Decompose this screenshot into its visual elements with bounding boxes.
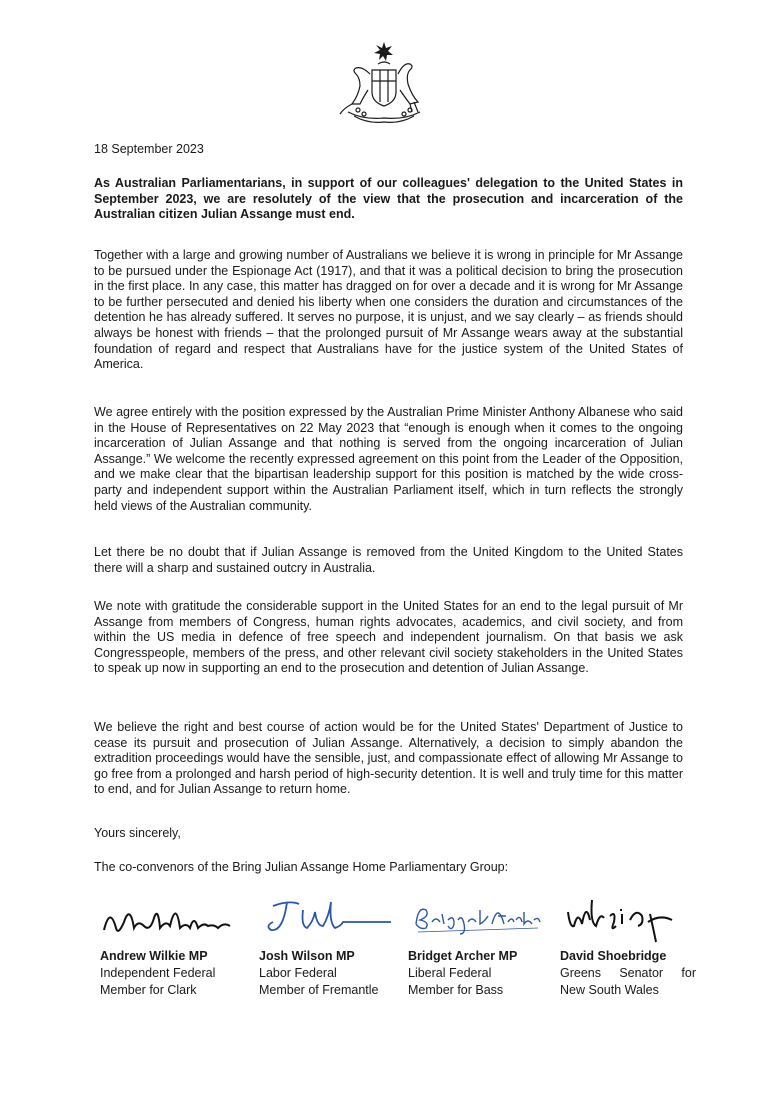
- signatory-electorate: Member for Clark: [100, 983, 197, 997]
- signatory-role: Independent Federal: [100, 966, 216, 980]
- for-word: for: [681, 966, 696, 980]
- star-icon: [374, 42, 393, 61]
- closing: Yours sincerely,: [94, 826, 181, 840]
- signature-archer: [408, 892, 548, 944]
- paragraph-5: We believe the right and best course of action would be for the United States' Department of Justice to cease its pursuit and prosecution of Julian Assange. Alternatively, a decision to simply abandon the extradition proceedings would have the sensible, just, and compassionate effect of allowing Mr Assange to go free from a prolonged and harsh period of high-security detention. It is well and truly time for this matter to end, and for Julian Assange to return home.: [94, 720, 683, 797]
- signature-shoebridge: [560, 892, 690, 944]
- emu-icon: [398, 64, 418, 104]
- signatory-role: Labor Federal: [259, 966, 337, 980]
- kangaroo-icon: [352, 68, 370, 104]
- signatory-electorate: Member for Bass: [408, 983, 504, 997]
- coat-of-arms-crest: [334, 40, 434, 126]
- paragraph-3: Let there be no doubt that if Julian Assange is removed from the United Kingdom to the United States there will a sharp and sustained outcry in Australia.: [94, 545, 683, 575]
- signatory-name: Andrew Wilkie MP: [100, 949, 208, 963]
- signature-wilkie: [100, 892, 240, 944]
- signatory-wilson: [259, 892, 404, 999]
- signatory-role: Liberal Federal: [408, 966, 492, 980]
- party-word: Greens: [560, 966, 601, 980]
- signature-wilson: [259, 892, 399, 944]
- conveners-line: The co-convenors of the Bring Julian Assange Home Parliamentary Group:: [94, 860, 509, 874]
- signatory-electorate: New South Wales: [560, 983, 659, 997]
- signatory-name: Josh Wilson MP: [259, 949, 355, 963]
- signatory-archer: [408, 892, 553, 999]
- signatory-name: David Shoebridge: [560, 949, 667, 963]
- intro-statement: As Australian Parliamentarians, in support of our colleagues' delegation to the United States in September 2023, we are resolutely of the view that the prosecution and incarceration of the Australian citizen Julian Assange must end.: [94, 176, 683, 222]
- shield-icon: [372, 70, 396, 106]
- paragraph-4: We note with gratitude the considerable support in the United States for an end to the legal pursuit of Mr Assange from members of Congress, human rights advocates, academics, and civil society, and from within the US media in defence of free speech and independent journalism. On that basis we ask Congresspeople, members of the press, and other relevant civil society stakeholders in the United States to speak up now in supporting an end to the prosecution and detention of Julian Assange.: [94, 599, 683, 676]
- signatory-name: Bridget Archer MP: [408, 949, 518, 963]
- letter-date: 18 September 2023: [94, 142, 204, 156]
- signatory-electorate: Member of Fremantle: [259, 983, 379, 997]
- signatory-wilkie: [100, 892, 250, 999]
- paragraph-1: Together with a large and growing number of Australians we believe it is wrong in principle for Mr Assange to be pursued under the Espionage Act (1917), and that it was a political decision to bring the prosecution in the first place. In any case, this matter has dragged on for over a decade and it is wrong for Mr Assange to be further persecuted and denied his liberty when one considers the duration and circumstances of the detention he has already suffered. It serves no purpose, it is unjust, and we say clearly – as friends should always be honest with friends – that the prolonged pursuit of Mr Assange wears away at the substantial foundation of regard and respect that Australians have for the justice system of the United States of America.: [94, 248, 683, 372]
- paragraph-2: We agree entirely with the position expressed by the Australian Prime Minister Anthony Albanese who said in the House of Representatives on 22 May 2023 that “enough is enough when it comes to the ongoing incarceration of Julian Assange and that nothing is served from the ongoing incarceration of Julian Assange.” We welcome the recently expressed agreement on this point from the Leader of the Opposition, and we make clear that the bipartisan leadership support for this position is matched by the wide cross-party and independent support within the Australian Parliament itself, which in turn reflects the strongly held views of the Australian community.: [94, 405, 683, 513]
- senator-word: Senator: [619, 966, 664, 980]
- signatory-shoebridge: [560, 892, 700, 999]
- signatory-role: [560, 965, 696, 982]
